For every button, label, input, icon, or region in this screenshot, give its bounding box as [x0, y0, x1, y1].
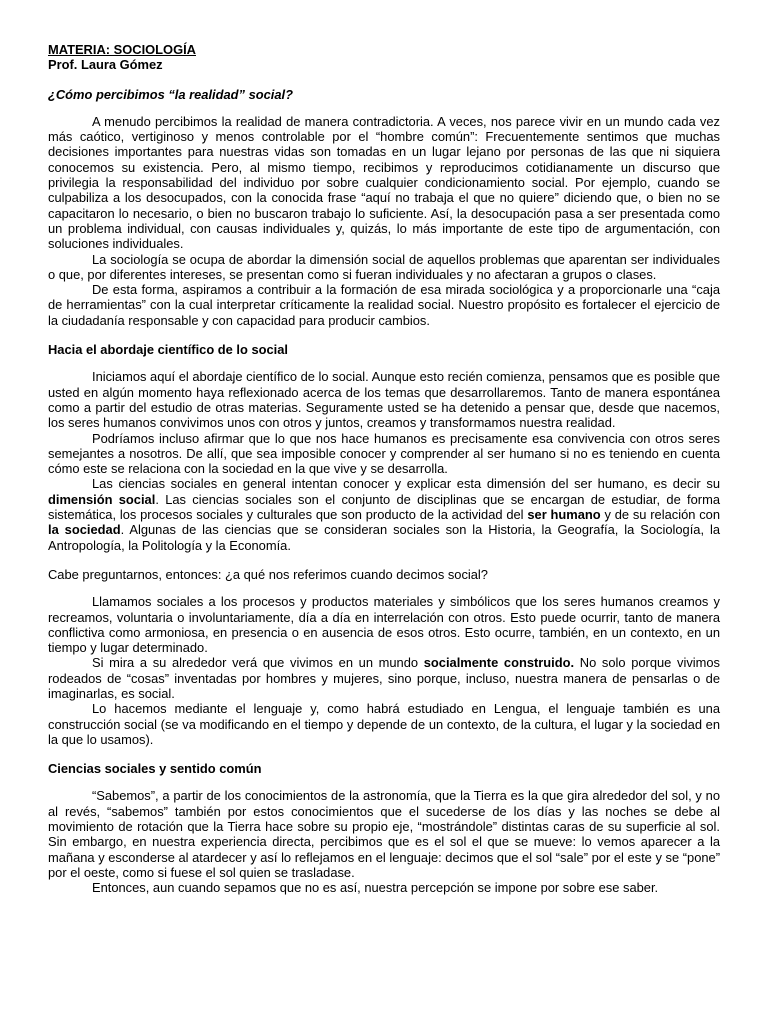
text-run: y de su relación con — [600, 507, 720, 523]
section1-paragraph-6: Lo hacemos mediante el lenguaje y, como habrá estudiado en Lengua, el lenguaje también es una construcción social (se va modificando en el tiempo y depende de un contexto, de la cultura, el lugar y la sociedad en la que lo usamos). — [48, 701, 720, 747]
text-run: Las ciencias sociales en general intentan conocer y explicar esta dimensión del ser humano, es decir su — [92, 476, 720, 492]
section1-paragraph-4: Llamamos sociales a los procesos y productos materiales y simbólicos que los seres humanos creamos y recreamos, voluntaria o involuntariamente, día a día en interrelación con otros. Esto puede ocurrir, tanto de manera conflictiva como armoniosa, en presencia o en ausencia de esos otros. Esto ocurre, también, en un contexto, en un tiempo y lugar determinado. — [48, 594, 720, 656]
document-title: ¿Cómo percibimos “la realidad” social? — [48, 86, 293, 102]
bold-term-society: la sociedad — [48, 522, 121, 538]
section-heading-scientific-approach: Hacia el abordaje científico de lo social — [48, 342, 288, 358]
text-run: . Algunas de las ciencias que se consideran sociales son la Historia, la Geografía, la Sociología, la Antropología, la Politología y la Economía. — [48, 522, 721, 553]
text-run: Si mira a su alrededor verá que vivimos en un mundo — [92, 655, 424, 671]
text-run: No solo porque vivimos rodeados de “cosas” inventadas por hombres y mujeres, sino porque, incluso, nuestra manera de pensarlas o de imaginarlas, es social. — [48, 655, 720, 701]
bold-term-human-being: ser humano — [527, 507, 601, 523]
text-run: . Las ciencias sociales son el conjunto de disciplinas que se encargan de estudiar, de forma sistemática, los procesos sociales y culturales que son producto de la actividad del — [48, 491, 720, 523]
section1-paragraph-1: Iniciamos aquí el abordaje científico de lo social. Aunque esto recién comienza, pensamos que es posible que usted en algún momento haya reflexionado acerca de los temas que desarrollaremos. Tanto de manera espontánea como a partir del estudio de otras materias. Seguramente usted se ha detenido a pensar que, desde que nacemos, los seres humanos convivimos unos con otros y juntos, creamos y transformamos nuestra realidad. — [48, 369, 720, 431]
section1-paragraph-5 — [48, 655, 720, 701]
document-body — [48, 42, 720, 896]
guiding-question: Cabe preguntarnos, entonces: ¿a qué nos referimos cuando decimos social? — [48, 566, 488, 582]
section1-paragraph-3 — [48, 476, 720, 552]
section2-paragraph-1: “Sabemos”, a partir de los conocimientos de la astronomía, que la Tierra es la que gira alrededor del sol, y no al revés, “sabemos” también por estos conocimientos que el sucederse de los días y las noches se debe al movimiento de rotación que la Tierra hace sobre su propio eje, “mostrándole” distintas caras de su superficie al sol. Sin embargo, en nuestra experiencia directa, percibimos que es el sol el que se mueve: lo vemos aparecer a la mañana y esconderse al atardecer y así lo reflejamos en el lenguaje: decimos que el sol “sale” por el este y se “pone” por el oeste, como si fuese el sol quien se trasladase. — [48, 788, 720, 880]
section2-paragraph-2: Entonces, aun cuando sepamos que no es así, nuestra percepción se impone por sobre ese saber. — [92, 880, 659, 896]
bold-term-social-dimension: dimensión social — [48, 491, 156, 507]
subject-header: MATERIA: SOCIOLOGÍA — [48, 42, 196, 57]
professor-name: Prof. Laura Gómez — [48, 57, 163, 73]
intro-paragraph-1: A menudo percibimos la realidad de manera contradictoria. A veces, nos parece vivir en un mundo cada vez más caótico, vertiginoso y menos controlable por el “hombre común”: Frecuentemente sentimos que muchas decisiones importantes para nuestras vidas son tomadas en un lugar lejano por personas de las que ni siquiera conocemos su existencia. Pero, al mismo tiempo, recibimos y reproducimos cotidianamente un discurso que privilegia la responsabilidad del individuo por sobre cualquier condicionamiento social. Por ejemplo, cuando se culpabiliza a los desocupados, con la conocida frase “aquí no trabaja el que no quiere” diciendo que, o bien no se capacitaron lo necesario, o bien no buscaron trabajo lo suficiente. Así, la desocupación pasa a ser presentada como un problema individual, con causas individuales y, quizás, lo más importante de este tipo de argumentación, con soluciones individuales. — [48, 113, 720, 252]
section-heading-common-sense: Ciencias sociales y sentido común — [48, 761, 262, 777]
intro-paragraph-2: La sociología se ocupa de abordar la dimensión social de aquellos problemas que aparentan ser individuales o que, por diferentes intereses, se presentan como si fueran individuales y no afectaran a grupos o clases. — [48, 251, 720, 282]
intro-paragraph-3: De esta forma, aspiramos a contribuir a la formación de esa mirada sociológica y a proporcionarle una “caja de herramientas” con la cual interpretar críticamente la realidad social. Nuestro propósito es fortalecer el ejercicio de la ciudadanía responsable y con capacidad para producir cambios. — [48, 282, 720, 328]
section1-paragraph-2: Podríamos incluso afirmar que lo que nos hace humanos es precisamente esa convivencia con otros seres semejantes a nosotros. De allí, que sea imposible conocer y comprender al ser humano si no es teniendo en cuenta cómo este se relaciona con la sociedad en la que vive y se desarrolla. — [48, 430, 720, 477]
bold-term-socially-constructed: socialmente construido. — [423, 655, 575, 671]
